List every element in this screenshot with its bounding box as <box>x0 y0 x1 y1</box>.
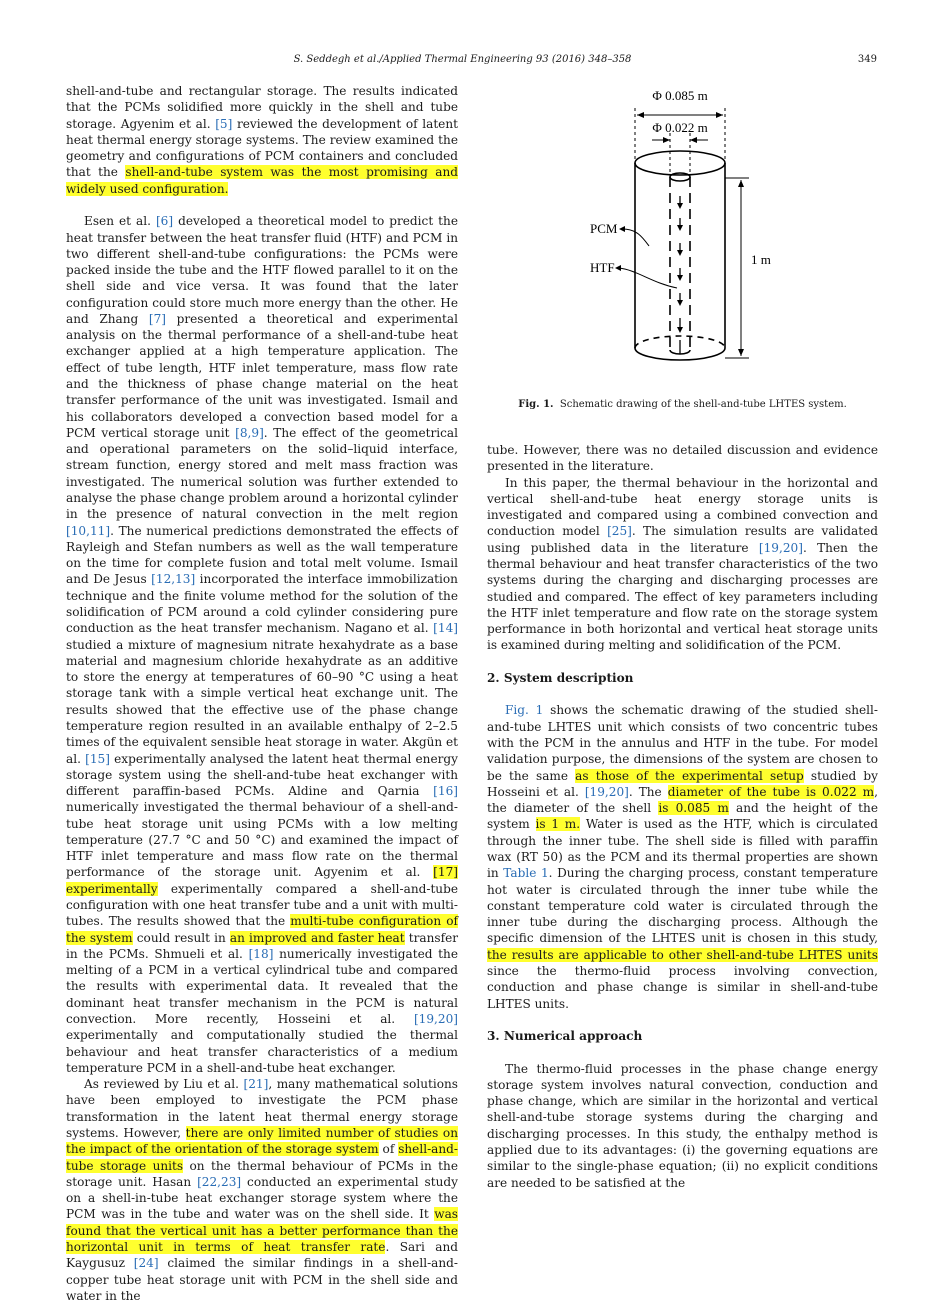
citation-link[interactable]: [6] <box>155 214 174 229</box>
paragraph <box>66 213 458 1076</box>
section-heading: 2. System description <box>487 670 634 685</box>
text-run: numerically investigated the thermal behaviour of a shell-and-tube heat storage unit using PCMs with a low melting temperature (27.7 °C and 50 °C) and examined the impact of HTF inlet temperature and mass flow rate on the thermal performance of the storage unit. Agyenim et al. <box>66 800 458 880</box>
citation-link[interactable]: [24] <box>133 1256 159 1271</box>
right-column <box>487 442 878 1191</box>
text-run: . During the charging process, constant temperature hot water is circulated through the inner tube while the constant temperature cold water is circulated through the inner tube during the discharging process. Although the specific dimension of the LHTES unit is chosen in this study, <box>487 866 878 946</box>
text-run: incorporated the interface immobilization technique and the finite volume method for the solution of the solidification of PCM around a cold cylinder considering pure conduction as the heat transfer mechanism. Nagano et al. <box>66 572 458 636</box>
citation-link[interactable]: [25] <box>607 524 632 539</box>
highlighted-text: [17] experimentally <box>66 865 458 896</box>
citation-link[interactable]: [10,11] <box>66 523 111 538</box>
paragraph <box>66 83 458 197</box>
text-run: experimentally and computationally studied the thermal behaviour and heat transfer characteristics of a medium temperature PCM in a shell-and-tube heat exchanger. <box>66 1028 458 1075</box>
text-run: of <box>378 1142 399 1157</box>
text-run: since the thermo-fluid process involving convection, conduction and phase change is similar in shell-and-tube LHTES units. <box>487 963 878 1011</box>
shell-top <box>635 151 725 175</box>
citation-link[interactable]: [8,9] <box>235 425 264 440</box>
text-run: tube. However, there was no detailed discussion and evidence presented in the literature. <box>487 443 878 474</box>
inner-diameter-label: Φ 0.022 m <box>652 120 708 135</box>
highlighted-text: the results are applicable to other shell-and-tube LHTES units <box>487 947 878 962</box>
left-column <box>66 83 458 1304</box>
text-run: . The simulation results are validated using published data in the literature <box>487 524 878 555</box>
paragraph <box>487 1061 878 1191</box>
citation-link[interactable]: [21] <box>243 1077 269 1092</box>
figure-caption <box>487 399 878 410</box>
text-run: presented a theoretical and experimental analysis on the thermal performance of a shell-and-tube heat exchanger applied at a high temperature application. The effect of tube length, HTF inlet temperature, mass flow rate and the thickness of phase change material on the heat transfer performance of the unit was investigated. Ismail and his collaborators developed a convection based model for a PCM vertical storage unit <box>66 311 458 440</box>
highlighted-text: there are only limited number of studies on the impact of the orientation of the storage system <box>66 1125 458 1157</box>
highlighted-text: was found that the vertical unit has a better performance than the horizontal unit in terms of heat transfer rate <box>66 1207 458 1254</box>
text-run: experimentally compared a shell-and-tube configuration with one heat transfer tube and a unit with multi-tubes. The results showed that the <box>66 881 458 929</box>
highlighted-text: multi-tube configuration of the system <box>66 914 458 945</box>
citation-link[interactable]: [18] <box>248 946 274 961</box>
text-run: experimentally analysed the latent heat thermal energy storage system using the shell-and-tube heat exchanger with different paraffin-based PCMs. Aldine and Qarnia <box>66 751 458 799</box>
text-run: shell-and-tube and rectangular storage. The results indicated that the PCMs solidified more quickly in the shell and tube storage. Agyenim et al. <box>66 84 458 131</box>
citation-link[interactable]: [16] <box>433 784 458 799</box>
journal-citation: S. Seddegh et al./Applied Thermal Engineering 93 (2016) 348–358 <box>293 54 632 65</box>
citation-link[interactable]: [12,13] <box>151 572 196 587</box>
text-run: . The numerical predictions demonstrated the effects of Rayleigh and Stefan numbers as well as the wall temperature on the time for complete fusion and total melt volume. Ismail and De Jesus <box>66 523 458 587</box>
text-run: , the diameter of the shell <box>487 784 878 816</box>
citation-link[interactable]: [22,23] <box>197 1174 242 1189</box>
text-run: claimed the similar findings in a shell-and- copper tube heat storage unit with PCM in the shell side and water in the <box>66 1256 458 1303</box>
text-run: Esen et al. <box>84 214 156 229</box>
citation-link[interactable]: [19,20] <box>413 1012 458 1027</box>
paragraph <box>487 442 878 475</box>
text-run: studied by Hosseini et al. <box>487 768 878 799</box>
highlighted-text: shell-and-tube system was the most promising and widely used configuration. <box>66 165 458 196</box>
text-run: developed a theoretical model to predict the heat transfer between the heat transfer fluid (HTF) and PCM in two different shell-and-tube configurations: the PCMs were packed inside the tube and the HTF flowed parallel to it on the shell side and vice versa. It was found that the later configuration could store much more energy than the other. He and Zhang <box>66 214 458 326</box>
page-number: 349 <box>857 54 877 65</box>
highlighted-text: is 0.085 m <box>658 801 729 816</box>
text-run: could result in <box>132 930 230 945</box>
text-run: transfer in the PCMs. Shmueli et al. <box>66 930 459 961</box>
text-run: . Sari and Kaygusuz <box>66 1239 458 1271</box>
htf-label: HTF <box>590 260 615 275</box>
citation-link[interactable]: [19,20] <box>584 784 629 799</box>
text-run: studied a mixture of magnesium nitrate hexahydrate as a base material and magnesium chloride hexahydrate as an additive to store the energy at temperatures of 60–90 °C using a heat storage tank with a simple vertical heat exchange unit. The results showed that the effective use of the phase change temperature region resulted in an available enthalpy of 2–2.5 times of the equivalent sensible heat storage in water. Akgün et al. <box>66 637 459 766</box>
text-run: In this paper, the thermal behaviour in the horizontal and vertical shell-and-tube heat energy storage units is investigated and compared using a combined convection and conduction model <box>487 475 878 539</box>
highlighted-text: as those of the experimental setup <box>575 768 804 783</box>
caption-label: Fig. 1. <box>518 399 554 410</box>
citation-link[interactable]: [15] <box>85 751 110 766</box>
text-run: . The <box>628 784 668 799</box>
citation-link[interactable]: Table 1 <box>503 866 549 881</box>
section-heading: 3. Numerical approach <box>487 1029 643 1044</box>
citation-link[interactable]: [7] <box>148 311 166 326</box>
text-run: reviewed the development of latent heat thermal energy storage systems. The review examined the geometry and configurations of PCM containers and concluded that the <box>66 116 458 180</box>
paragraph <box>487 475 878 654</box>
text-run: numerically investigated the melting of a PCM in a vertical cylindrical tube and compared the results with experimental data. It revealed that the dominant heat transfer mechanism in the PCM is natural convection. More recently, Hosseini et al. <box>66 946 458 1027</box>
text-run: on the thermal behaviour of PCMs in the storage unit. Hasan <box>66 1158 458 1189</box>
text-run: As reviewed by Liu et al. <box>84 1077 244 1092</box>
highlighted-text: an improved and faster heat <box>229 930 405 945</box>
text-run: The thermo-fluid processes in the phase change energy storage system involves natural convection, conduction and phase change, which are similar in the horizontal and vertical shell-and-tube storage systems during the charging and discharging processes. In this study, the enthalpy method is applied due to its advantages: (i) the governing equations are similar to the single-phase equation; (ii) no explicit conditions are needed to be satisfied at the <box>487 1061 878 1190</box>
running-header <box>0 54 925 70</box>
highlighted-text: shell-and-tube storage units <box>66 1142 458 1173</box>
outer-diameter-label: Φ 0.085 m <box>652 88 708 103</box>
text-run: Water is used as the HTF, which is circulated through the inner tube. The shell side is filled with paraffin wax (RT 50) as the PCM and its thermal properties are shown in <box>487 817 878 881</box>
paragraph <box>66 1076 458 1304</box>
citation-link[interactable]: [14] <box>433 621 458 636</box>
text-run: , many mathematical solutions have been employed to investigate the PCM phase transformation in the latent heat thermal energy storage systems. However, <box>66 1077 458 1140</box>
text-run: conducted an experimental study on a shell-in-tube heat exchanger storage system where the PCM was in the tube and water was on the shell side. It <box>66 1174 458 1222</box>
figure-schematic <box>487 78 878 418</box>
pcm-label: PCM <box>590 221 618 236</box>
text-run: . The effect of the geometrical and operational parameters on the solid–liquid interface, stream function, energy stored and melt mass fraction was investigated. The numerical solution was further extended to analyse the phase change problem around a horizontal cylinder in the presence of natural convection in the melt region <box>66 425 458 522</box>
citation-link[interactable]: [19,20] <box>758 540 803 555</box>
text-run: and the height of the system <box>487 801 878 832</box>
caption-text: Schematic drawing of the shell-and-tube LHTES system. <box>559 399 847 410</box>
height-label: 1 m <box>751 252 771 267</box>
text-run: shows the schematic drawing of the studied shell-and-tube LHTES unit which consists of two concentric tubes with the PCM in the annulus and HTF in the tube. For model validation purpose, the dimensions of the system are chosen to be the same <box>487 703 878 783</box>
highlighted-text: diameter of the tube is 0.022 m <box>667 784 875 799</box>
citation-link[interactable]: [5] <box>215 116 233 131</box>
highlighted-text: is 1 m. <box>535 817 581 832</box>
text-run: . Then the thermal behaviour and heat transfer characteristics of the two systems during the charging and discharging processes are studied and compared. The effect of key parameters including the HTF inlet temperature and flow rate on the storage system performance in both horizontal and vertical heat storage units is examined during melting and solidification of the PCM. <box>487 540 878 653</box>
paragraph <box>487 702 878 1011</box>
citation-link[interactable]: Fig. 1 <box>505 703 544 718</box>
